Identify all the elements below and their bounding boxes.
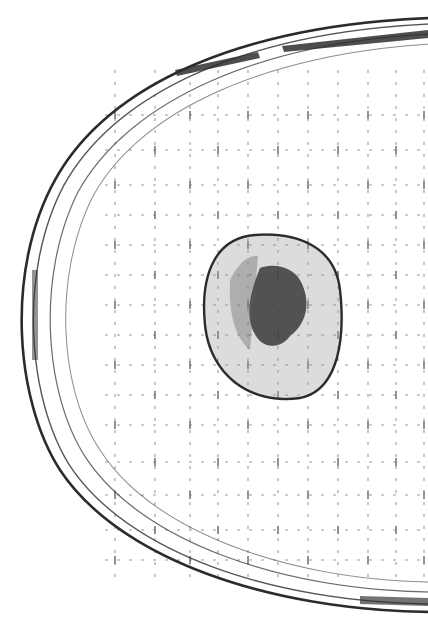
frame-lettering-left <box>32 270 38 360</box>
string-stencil-logo <box>204 235 342 399</box>
